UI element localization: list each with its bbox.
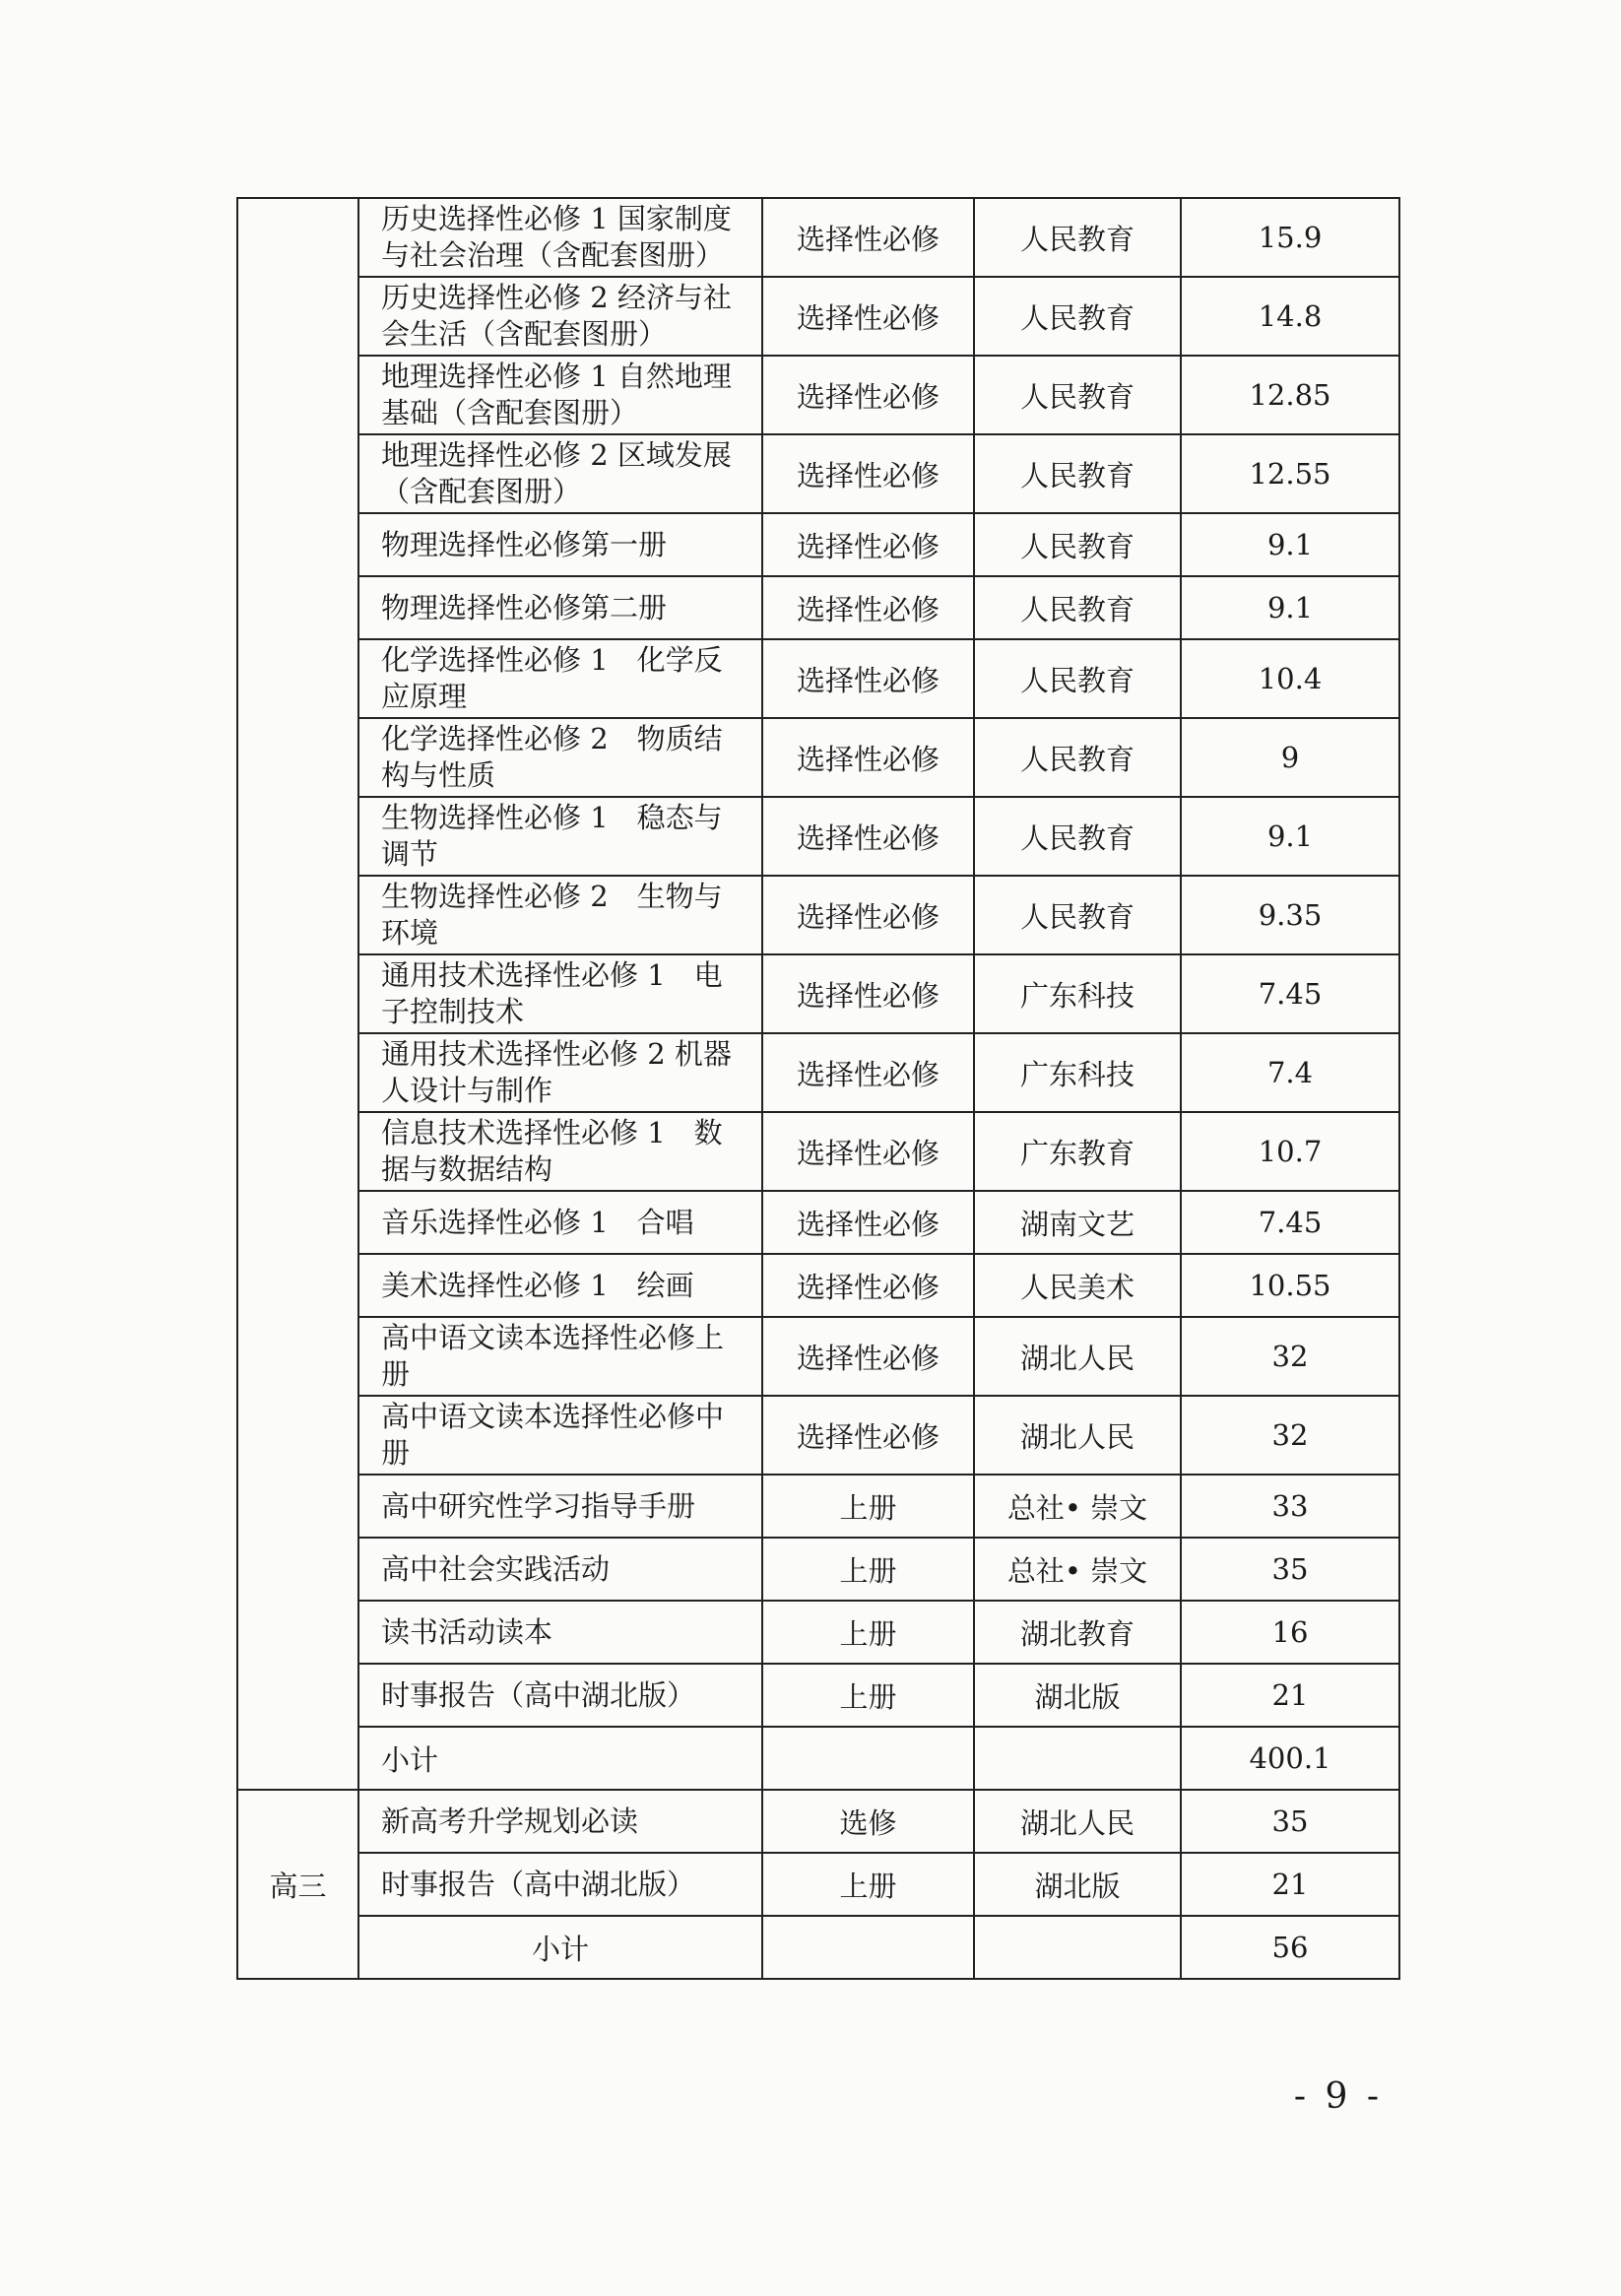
price-cell: 9.35 [1181,876,1399,954]
table-row [237,1538,1399,1601]
course-type-cell: 上册 [762,1664,974,1727]
empty-cell [974,1916,1181,1979]
price-cell: 15.9 [1181,198,1399,277]
book-title-cell: 高中语文读本选择性必修上册 [358,1317,762,1396]
course-type-cell: 选择性必修 [762,576,974,639]
book-title-cell: 时事报告（高中湖北版） [358,1664,762,1727]
subtotal-row [237,1727,1399,1790]
price-cell: 35 [1181,1790,1399,1853]
price-cell: 33 [1181,1475,1399,1538]
book-title-cell: 地理选择性必修 1 自然地理基础（含配套图册） [358,356,762,434]
publisher-cell: 湖北版 [974,1853,1181,1916]
price-cell: 10.4 [1181,639,1399,718]
subtotal-label: 小计 [358,1727,762,1790]
table-row [237,1601,1399,1664]
book-title-cell: 生物选择性必修 1 稳态与调节 [358,797,762,876]
course-type-cell: 选择性必修 [762,876,974,954]
book-title-cell: 历史选择性必修 1 国家制度与社会治理（含配套图册） [358,198,762,277]
price-cell: 14.8 [1181,277,1399,356]
publisher-cell: 人民教育 [974,277,1181,356]
table-row [237,1254,1399,1317]
table-row [237,277,1399,356]
book-title-cell: 历史选择性必修 2 经济与社会生活（含配套图册） [358,277,762,356]
book-title-cell: 时事报告（高中湖北版） [358,1853,762,1916]
publisher-cell: 总社• 崇文 [974,1538,1181,1601]
price-cell: 12.55 [1181,434,1399,513]
book-title-cell: 高中研究性学习指导手册 [358,1475,762,1538]
subtotal-row [237,1916,1399,1979]
table-row [237,1475,1399,1538]
course-type-cell: 上册 [762,1538,974,1601]
book-title-cell: 化学选择性必修 2 物质结构与性质 [358,718,762,797]
table-row [237,954,1399,1033]
book-title-cell: 高中社会实践活动 [358,1538,762,1601]
table-row [237,356,1399,434]
course-type-cell: 选择性必修 [762,356,974,434]
subtotal-price: 56 [1181,1916,1399,1979]
table-row [237,1664,1399,1727]
price-cell: 7.45 [1181,954,1399,1033]
table-row [237,198,1399,277]
course-type-cell: 选择性必修 [762,1191,974,1254]
course-type-cell: 上册 [762,1853,974,1916]
price-cell: 7.45 [1181,1191,1399,1254]
price-cell: 32 [1181,1396,1399,1475]
subtotal-label: 小计 [358,1916,762,1979]
publisher-cell: 人民教育 [974,876,1181,954]
book-title-cell: 音乐选择性必修 1 合唱 [358,1191,762,1254]
book-title-cell: 新高考升学规划必读 [358,1790,762,1853]
price-cell: 9.1 [1181,797,1399,876]
publisher-cell: 人民教育 [974,513,1181,576]
table-row [237,1396,1399,1475]
publisher-cell: 湖南文艺 [974,1191,1181,1254]
subtotal-price: 400.1 [1181,1727,1399,1790]
book-title-cell: 物理选择性必修第二册 [358,576,762,639]
publisher-cell: 人民教育 [974,576,1181,639]
publisher-cell: 广东科技 [974,1033,1181,1112]
course-type-cell: 选择性必修 [762,1033,974,1112]
empty-cell [762,1727,974,1790]
grade-label: 高三 [237,1790,358,1979]
course-type-cell: 选择性必修 [762,1396,974,1475]
course-type-cell: 选择性必修 [762,434,974,513]
book-title-cell: 信息技术选择性必修 1 数据与数据结构 [358,1112,762,1191]
course-type-cell: 选择性必修 [762,1254,974,1317]
price-cell: 9.1 [1181,513,1399,576]
price-cell: 16 [1181,1601,1399,1664]
price-cell: 10.7 [1181,1112,1399,1191]
publisher-cell: 人民教育 [974,434,1181,513]
publisher-cell: 广东科技 [974,954,1181,1033]
table-row [237,1112,1399,1191]
price-cell: 12.85 [1181,356,1399,434]
table-row [237,797,1399,876]
course-type-cell: 选择性必修 [762,797,974,876]
publisher-cell: 总社• 崇文 [974,1475,1181,1538]
course-type-cell: 选择性必修 [762,718,974,797]
book-title-cell: 高中语文读本选择性必修中册 [358,1396,762,1475]
publisher-cell: 湖北人民 [974,1790,1181,1853]
grade-cell-empty [237,198,358,1790]
table-row [237,639,1399,718]
book-title-cell: 通用技术选择性必修 1 电子控制技术 [358,954,762,1033]
course-type-cell: 选择性必修 [762,1317,974,1396]
book-title-cell: 生物选择性必修 2 生物与环境 [358,876,762,954]
table-row [237,1191,1399,1254]
price-cell: 35 [1181,1538,1399,1601]
publisher-cell: 人民教育 [974,718,1181,797]
price-cell: 32 [1181,1317,1399,1396]
book-title-cell: 通用技术选择性必修 2 机器人设计与制作 [358,1033,762,1112]
course-type-cell: 上册 [762,1475,974,1538]
book-title-cell: 地理选择性必修 2 区域发展（含配套图册） [358,434,762,513]
course-type-cell: 选修 [762,1790,974,1853]
course-type-cell: 选择性必修 [762,954,974,1033]
table-row [237,576,1399,639]
price-cell: 7.4 [1181,1033,1399,1112]
price-cell: 21 [1181,1664,1399,1727]
table-row [237,876,1399,954]
page-number: - 9 - [1293,2076,1383,2117]
course-type-cell: 上册 [762,1601,974,1664]
empty-cell [974,1727,1181,1790]
table-row [237,1317,1399,1396]
book-title-cell: 读书活动读本 [358,1601,762,1664]
price-cell: 10.55 [1181,1254,1399,1317]
publisher-cell: 湖北人民 [974,1317,1181,1396]
price-cell: 9 [1181,718,1399,797]
table-row [237,718,1399,797]
publisher-cell: 人民教育 [974,356,1181,434]
table-row [237,1790,1399,1853]
publisher-cell: 湖北教育 [974,1601,1181,1664]
price-cell: 9.1 [1181,576,1399,639]
textbook-price-table [236,197,1400,1980]
book-title-cell: 物理选择性必修第一册 [358,513,762,576]
publisher-cell: 湖北人民 [974,1396,1181,1475]
course-type-cell: 选择性必修 [762,513,974,576]
course-type-cell: 选择性必修 [762,1112,974,1191]
publisher-cell: 广东教育 [974,1112,1181,1191]
publisher-cell: 人民美术 [974,1254,1181,1317]
table-row [237,1033,1399,1112]
publisher-cell: 人民教育 [974,198,1181,277]
table-body [237,198,1399,1979]
course-type-cell: 选择性必修 [762,277,974,356]
book-title-cell: 化学选择性必修 1 化学反应原理 [358,639,762,718]
table-row [237,1853,1399,1916]
publisher-cell: 人民教育 [974,797,1181,876]
publisher-cell: 人民教育 [974,639,1181,718]
publisher-cell: 湖北版 [974,1664,1181,1727]
empty-cell [762,1916,974,1979]
book-title-cell: 美术选择性必修 1 绘画 [358,1254,762,1317]
course-type-cell: 选择性必修 [762,198,974,277]
table-row [237,513,1399,576]
course-type-cell: 选择性必修 [762,639,974,718]
price-cell: 21 [1181,1853,1399,1916]
table-row [237,434,1399,513]
